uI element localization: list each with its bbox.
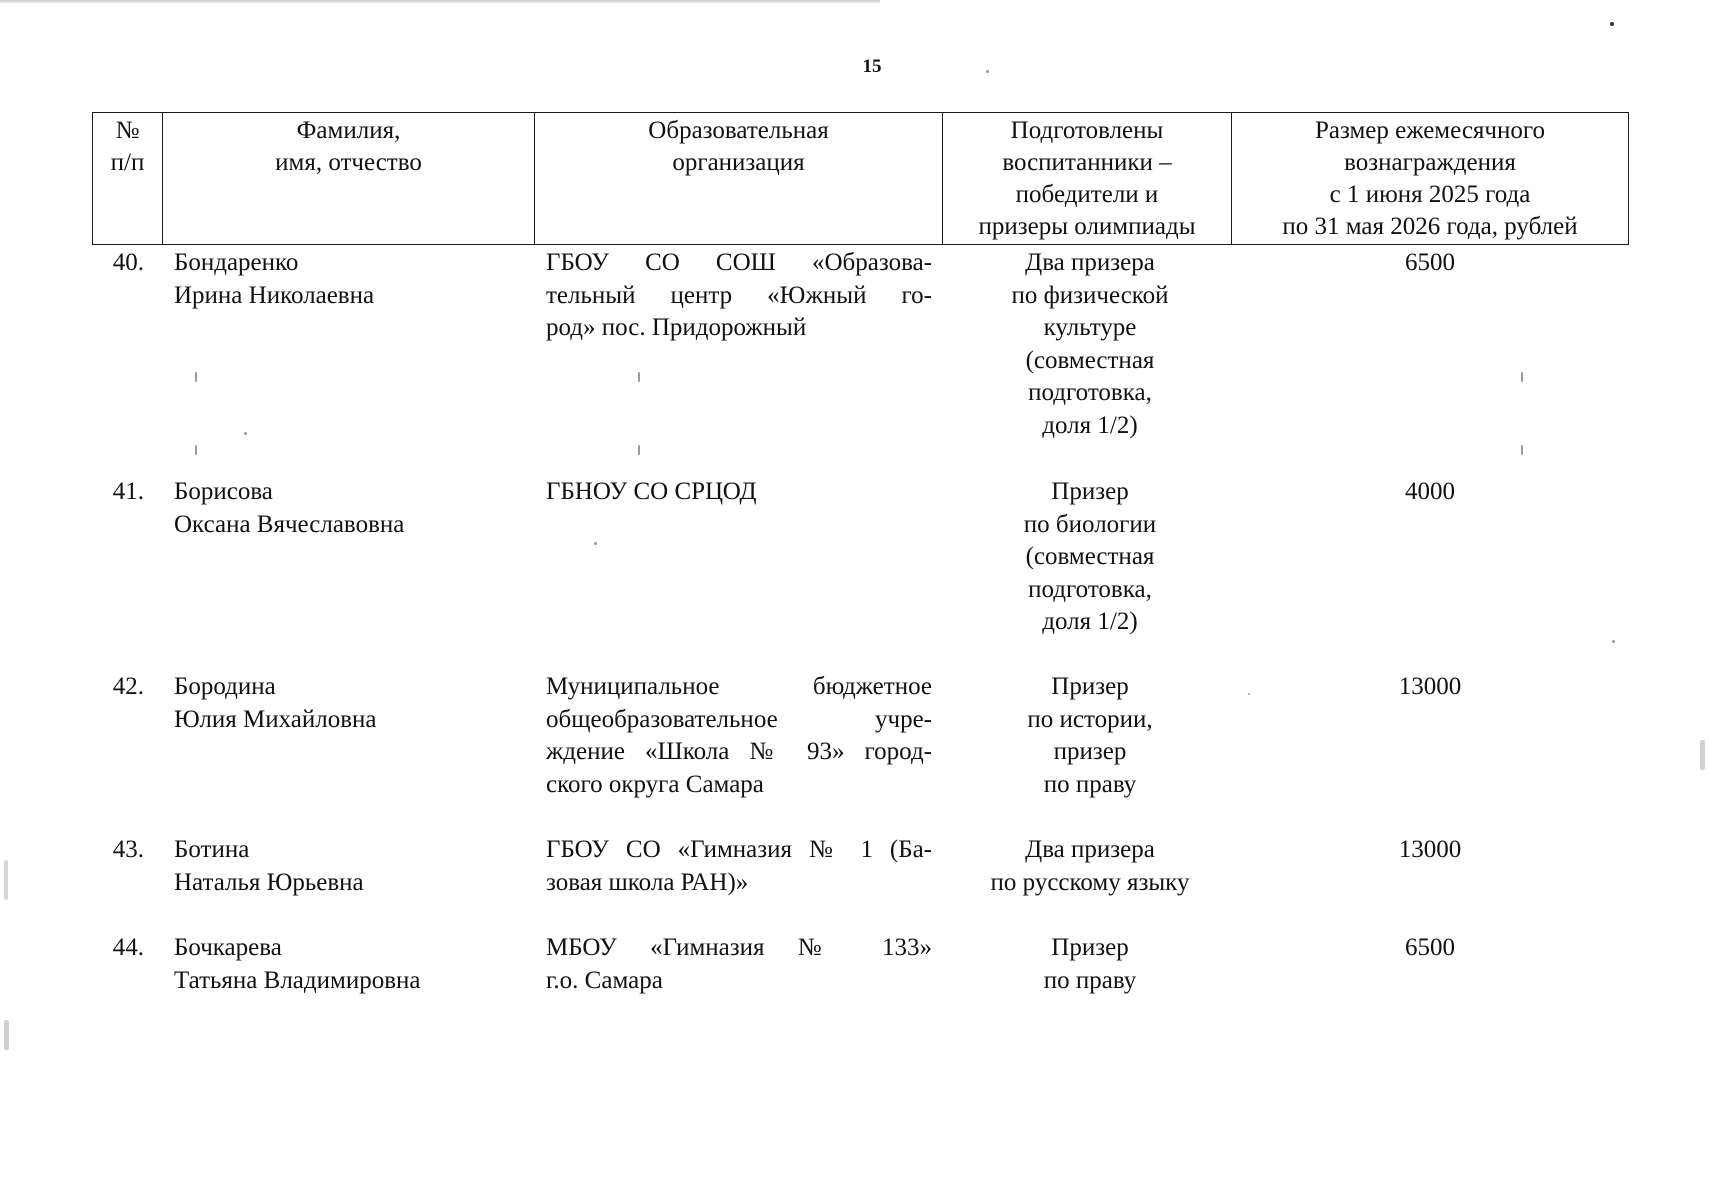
header-achievement <box>943 113 1232 245</box>
header-achievement-text: Подготовлены воспитанники – победители и призеры олимпиады <box>978 117 1196 240</box>
reward-amount: 6500 <box>1405 249 1455 276</box>
achievement: Призер по праву <box>1043 934 1137 994</box>
reward-amount: 13000 <box>1398 836 1462 863</box>
organization <box>546 932 932 997</box>
organization-line: зовая школа РАН)» <box>546 868 749 896</box>
scan-speck <box>244 432 247 435</box>
scan-edge-line <box>0 0 880 3</box>
achievement: Два призера по физической культуре (совместная подготовка, доля 1/2) <box>1011 249 1169 439</box>
header-name <box>163 113 535 245</box>
person-name: Бондаренко Ирина Николаевна <box>174 249 375 309</box>
scan-speck <box>4 860 8 900</box>
organization-line: г.о. Самара <box>546 966 663 994</box>
organization-line: тельный центр «Южный го- <box>546 281 932 309</box>
organization-line: ждение «Школа № 93» город- <box>546 738 932 765</box>
organization-line: род» пос. Придорожный <box>546 314 807 341</box>
reward-amount: 4000 <box>1405 478 1455 505</box>
organization-line: ГБОУ СО «Гимназия № 1 (Ба- <box>546 836 932 863</box>
organization-line: ГБНОУ СО СРЦОД <box>546 478 757 505</box>
table-header <box>92 112 1629 245</box>
scan-speck <box>1521 445 1523 455</box>
reward-amount: 13000 <box>1398 673 1462 700</box>
scan-speck <box>1700 740 1705 770</box>
reward-amount: 6500 <box>1405 934 1455 961</box>
header-amount-text: Размер ежемесячного вознаграждения с 1 июня 2025 года по 31 мая 2026 года, рублей <box>1282 117 1578 240</box>
scan-speck <box>4 1020 9 1050</box>
scan-speck <box>1610 22 1614 26</box>
row-number: 43. <box>112 836 144 863</box>
row-number: 41. <box>112 478 144 505</box>
scan-speck <box>1248 693 1250 695</box>
header-organization <box>535 113 943 245</box>
organization <box>546 247 932 345</box>
scan-speck <box>195 372 197 382</box>
header-organization-text: Образовательная организация <box>648 117 829 176</box>
header-num-text: № п/п <box>110 117 145 176</box>
organization <box>546 671 932 801</box>
achievement: Призер по биологии (совместная подготовка, доля 1/2) <box>1023 478 1157 635</box>
achievement: Два призера по русскому языку <box>990 836 1190 896</box>
row-number: 44. <box>112 934 144 961</box>
header-name-text: Фамилия, имя, отчество <box>275 117 422 176</box>
scan-speck <box>1521 372 1523 382</box>
achievement: Призер по истории, призер по праву <box>1027 673 1153 798</box>
person-name: Бородина Юлия Михайловна <box>174 673 377 733</box>
person-name: Ботина Наталья Юрьевна <box>174 836 364 896</box>
scan-speck <box>594 542 597 545</box>
organization-line: Муниципальное бюджетное <box>546 673 932 700</box>
organization-line: МБОУ «Гимназия № 133» <box>546 934 932 961</box>
header-num <box>93 113 163 245</box>
page-number: 15 <box>862 56 882 77</box>
header-amount <box>1232 113 1629 245</box>
person-name: Бочкарева Татьяна Владимировна <box>174 934 421 994</box>
organization <box>546 834 932 899</box>
organization-line: ГБОУ СО СОШ «Образова- <box>546 249 932 276</box>
scan-speck <box>986 70 989 73</box>
scan-speck <box>195 445 197 455</box>
organization <box>546 476 932 509</box>
person-name: Борисова Оксана Вячеславовна <box>174 478 405 538</box>
scan-speck <box>638 445 640 455</box>
scan-speck <box>638 372 640 382</box>
row-number: 42. <box>112 673 144 700</box>
organization-line: общеобразовательное учре- <box>546 705 932 733</box>
scan-speck <box>1612 640 1615 643</box>
row-number: 40. <box>112 249 144 276</box>
organization-line: ского округа Самара <box>546 770 764 798</box>
